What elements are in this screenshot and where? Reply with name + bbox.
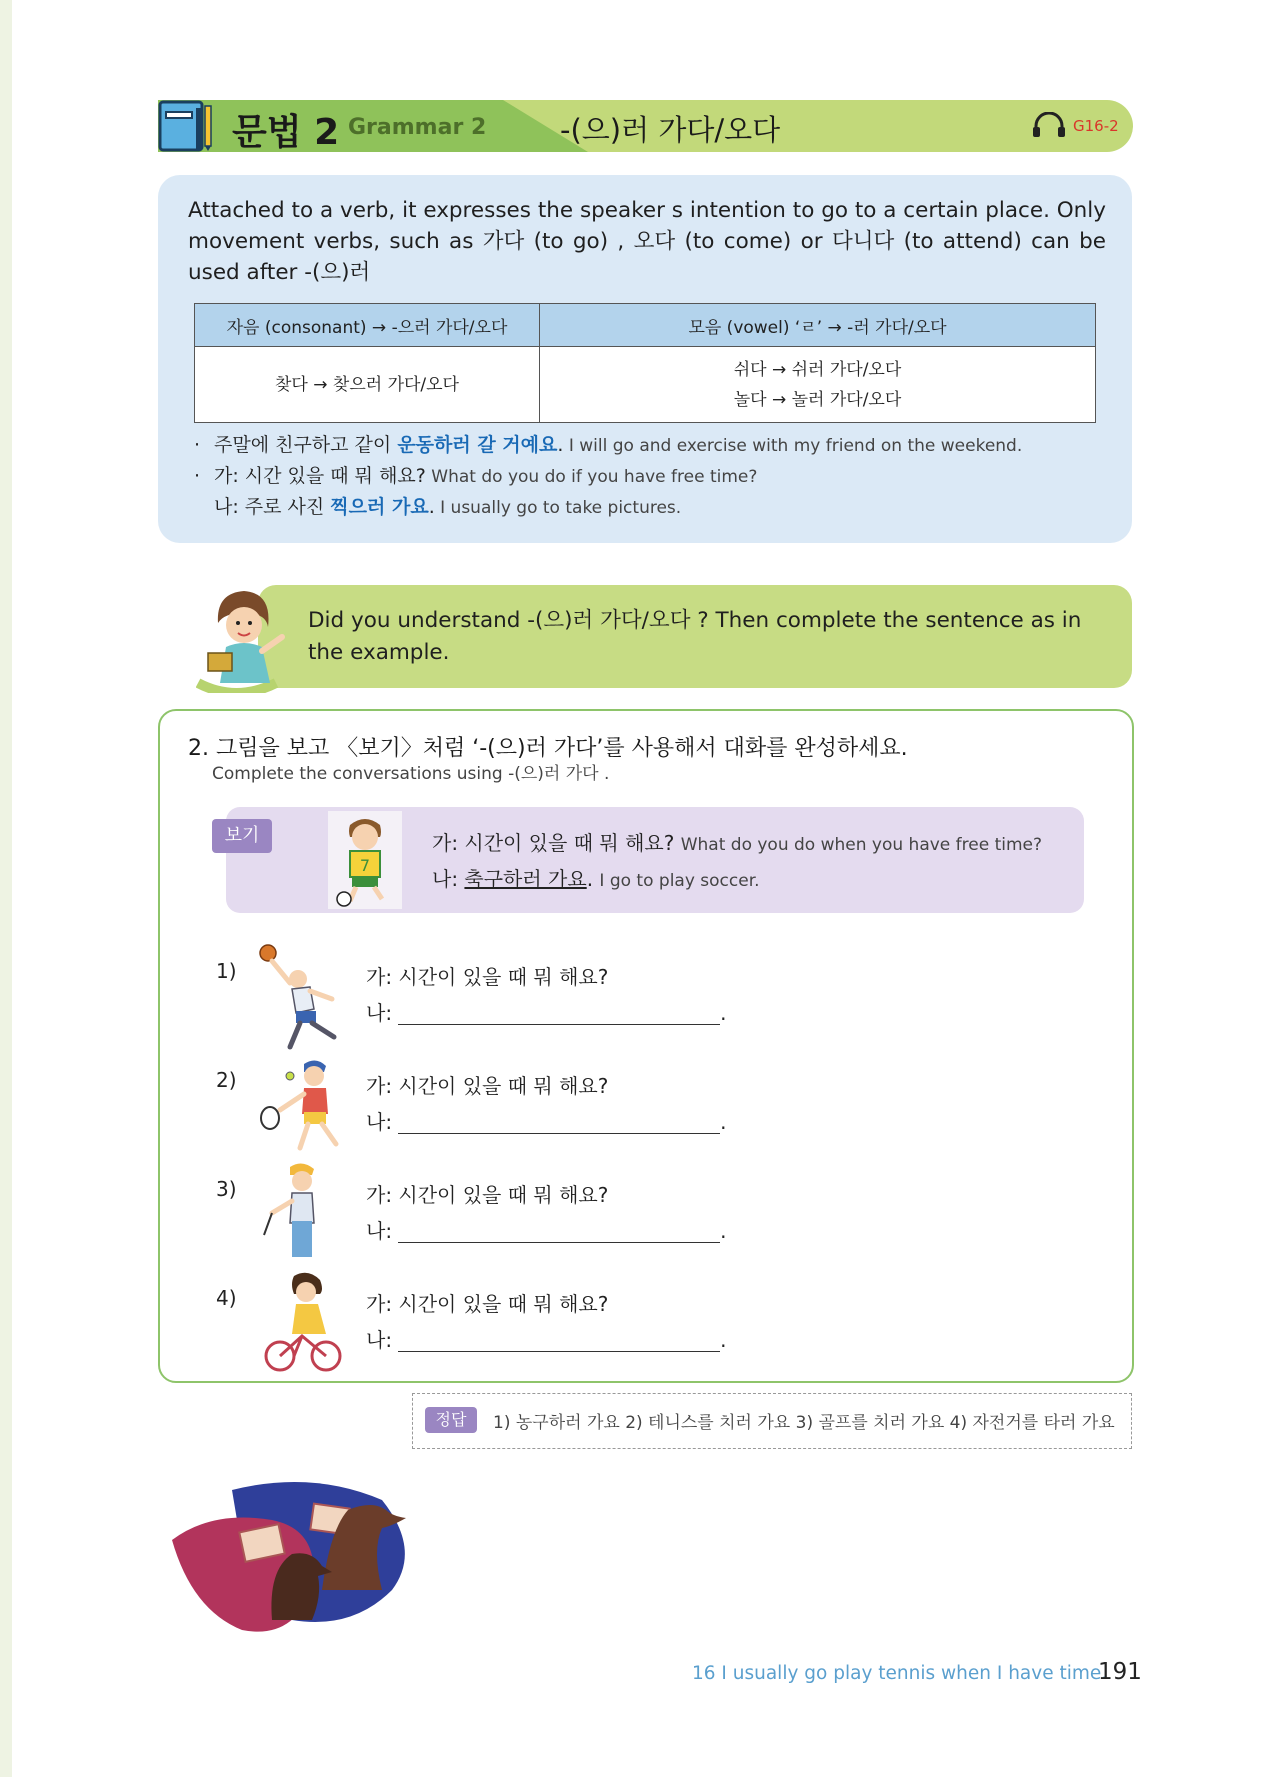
example-question-en: What do you do when you have free time? <box>680 835 1043 855</box>
example-punct: . <box>428 496 435 518</box>
grammar-subtitle: Grammar 2 <box>348 115 487 140</box>
example-answer <box>432 863 760 892</box>
item-answer-line <box>366 1106 726 1135</box>
answer-blank[interactable] <box>398 1331 720 1352</box>
teacher-icon <box>196 583 296 693</box>
answer-blank[interactable] <box>398 1113 720 1134</box>
exercise-question: 2. 그림을 보고 〈보기〉처럼 ‘-(으)러 가다’를 사용해서 대화를 완성하세요. <box>188 736 908 761</box>
item-question: 가: 시간이 있을 때 뭐 해요? <box>366 965 609 989</box>
example-box <box>226 807 1084 913</box>
example-line <box>194 461 1094 492</box>
item-answer-prefix: 나: <box>366 1110 393 1134</box>
item-answer-prefix: 나: <box>366 1001 393 1025</box>
explanation-box <box>158 175 1132 543</box>
bullet: · <box>194 434 201 456</box>
soccer-player-icon <box>328 811 402 909</box>
side-strip <box>0 0 12 1777</box>
prompt-bubble <box>258 585 1132 688</box>
example-answer-suffix: . <box>586 867 594 891</box>
example-answer-prefix: 나: <box>432 867 465 891</box>
example-ko: 주말에 친구하고 같이 <box>214 434 398 456</box>
conjugation-table <box>194 303 1096 423</box>
example-line <box>194 430 1094 461</box>
exercise-item <box>160 1169 1132 1269</box>
example-en: I will go and exercise with my friend on the weekend. <box>563 436 1023 456</box>
answer-blank[interactable] <box>398 1222 720 1243</box>
example-tag: 보기 <box>212 819 272 853</box>
item-answer-line <box>366 1324 726 1353</box>
example-ko: 가: 시간 있을 때 뭐 해요? <box>214 465 426 487</box>
example-en: What do you do if you have free time? <box>425 467 758 487</box>
table-header-vowel: 모음 (vowel) ‘ㄹ’ → -러 가다/오다 <box>540 304 1096 347</box>
exercise-item <box>160 951 1132 1051</box>
example-ko: 나: 주로 사진 <box>214 496 331 518</box>
vowel-example: 놀다 → 놀러 가다/오다 <box>733 389 902 410</box>
page-number: 191 <box>1098 1659 1142 1685</box>
item-answer-prefix: 나: <box>366 1219 393 1243</box>
chapter-footer: 16 I usually go play tennis when I have time. <box>692 1663 1108 1684</box>
explanation-text: Attached to a verb, it expresses the speaker s intention to go to a certain place. Only movement verbs, such as 가다 (to go) , 오다 (to come) or 다니다 (to attend) can be used after -(으)러 <box>188 198 1106 285</box>
tennis-player-icon <box>250 1052 350 1162</box>
item-answer-end: . <box>720 1219 727 1243</box>
example-sentences <box>194 430 1094 523</box>
item-answer-prefix: 나: <box>366 1328 393 1352</box>
answer-text: 1) 농구하러 가요 2) 테니스를 치러 가요 3) 골프를 치러 가요 4) 자전거를 타러 가요 <box>493 1413 1115 1433</box>
svg-text:7: 7 <box>359 856 371 875</box>
bullet: · <box>194 465 201 487</box>
example-punct: . <box>557 434 564 456</box>
table-header-consonant: 자음 (consonant) → -으러 가다/오다 <box>195 304 540 347</box>
item-question: 가: 시간이 있을 때 뭐 해요? <box>366 1074 609 1098</box>
example-answer-text: 축구하러 가요 <box>464 867 587 891</box>
example-answer-en: I go to play soccer. <box>599 871 760 891</box>
grammar-form: -(으)러 가다/오다 <box>560 113 781 147</box>
grammar-title: 문법 2 <box>232 112 340 153</box>
item-question: 가: 시간이 있을 때 뭐 해요? <box>366 1183 609 1207</box>
basketball-player-icon <box>250 943 350 1053</box>
item-answer-end: . <box>720 1110 727 1134</box>
book-icon <box>158 100 214 152</box>
exercise-item <box>160 1278 1132 1378</box>
item-number: 3) <box>216 1177 237 1201</box>
exercise-box <box>158 709 1134 1383</box>
example-line <box>194 492 1094 523</box>
audio-track-label[interactable]: G16-2 <box>1073 117 1119 135</box>
item-answer-end: . <box>720 1001 727 1025</box>
prompt-text: Did you understand -(으)러 가다/오다 ? Then complete the sentence as in the example. <box>308 608 1082 665</box>
example-highlight: 운동하러 갈 거예요 <box>397 434 558 456</box>
item-number: 1) <box>216 959 237 983</box>
exercise-item <box>160 1060 1132 1160</box>
golfer-icon <box>250 1161 350 1271</box>
item-answer-line <box>366 1215 726 1244</box>
example-highlight: 찍으러 가요 <box>330 496 429 518</box>
item-answer-end: . <box>720 1328 727 1352</box>
item-number: 2) <box>216 1068 237 1092</box>
wedding-ducks-image <box>172 1470 442 1640</box>
answer-key <box>412 1393 1132 1449</box>
exercise-instruction: Complete the conversations using -(으)러 가다 . <box>212 764 610 784</box>
answer-blank[interactable] <box>398 1004 720 1025</box>
answer-tag: 정답 <box>425 1407 477 1433</box>
item-answer-line <box>366 997 726 1026</box>
example-en: I usually go to take pictures. <box>434 498 682 518</box>
item-question: 가: 시간이 있을 때 뭐 해요? <box>366 1292 609 1316</box>
example-question-ko: 가: 시간이 있을 때 뭐 해요? <box>432 831 675 855</box>
example-question <box>432 827 1042 856</box>
grammar-header <box>158 100 1133 152</box>
table-cell-vowel <box>540 347 1096 423</box>
table-cell-consonant: 찾다 → 찾으러 가다/오다 <box>195 347 540 423</box>
vowel-example: 쉬다 → 쉬러 가다/오다 <box>733 359 902 380</box>
item-number: 4) <box>216 1286 237 1310</box>
cyclist-icon <box>250 1270 350 1380</box>
headphones-icon[interactable] <box>1032 112 1066 138</box>
